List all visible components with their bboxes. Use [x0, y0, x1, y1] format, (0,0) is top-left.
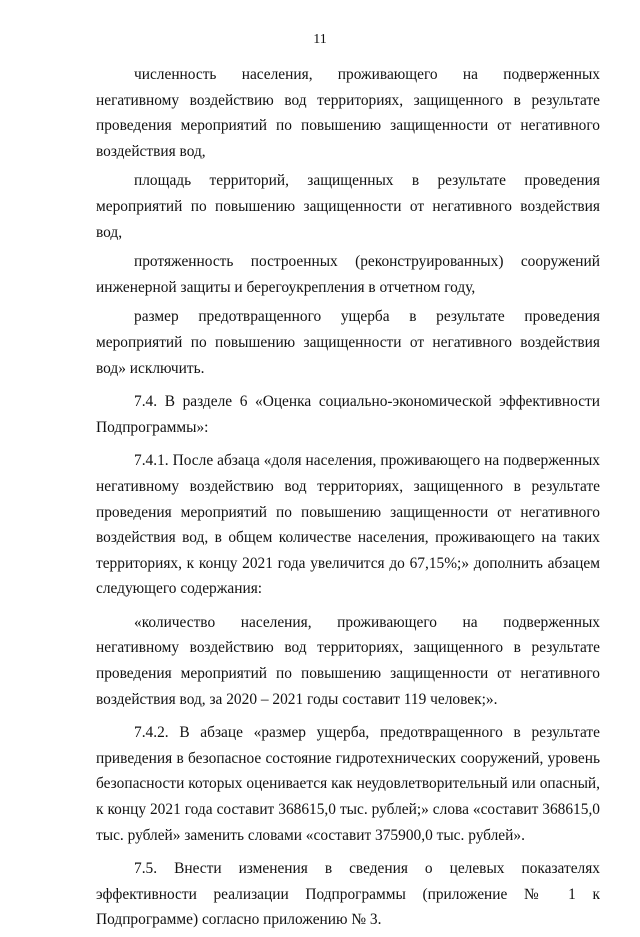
paragraph-quoted-population: «количество населения, проживающего на подверженных негативному воздействию вод территориях, защищенного в результате проведения мероприятий по повышению защищенности от негативного воздействия вод, за 2020 – 2021 годы составит 119 человек;». — [96, 613, 600, 708]
paragraph-7-5: 7.5. Внести изменения в сведения о целевых показателях эффективности реализации Подпрограммы (приложение № 1 к Подпрограмме) согласно приложению № 3. — [96, 860, 600, 929]
paragraph-area-protected: площадь территорий, защищенных в результате проведения мероприятий по повышению защищенности от негативного воздействия вод, — [96, 172, 600, 241]
paragraph-7-4-2: 7.4.2. В абзаце «размер ущерба, предотвращенного в результате приведения в безопасное состояние гидротехнических сооружений, уровень безопасности которых оценивается как неудовлетворительный или опасный, к концу 2021 года составит 368615,0 тыс. рублей;» слова «составит 368615,0 тыс. рублей» заменить словами «составит 375900,0 тыс. рублей». — [96, 724, 600, 844]
paragraph-7-4-1: 7.4.1. После абзаца «доля населения, проживающего на подверженных негативному воздействию вод территориях, защищенного в результате проведения мероприятий по повышению защищенности от негативного воздействия вод, в общем количестве населения, проживающего на таких территориях, к концу 2021 года увеличится до 67,15%;» дополнить абзацем следующего содержания: — [96, 452, 600, 598]
paragraph-population-protected: численность населения, проживающего на подверженных негативному воздействию вод территориях, защищенного в результате проведения мероприятий по повышению защищенности от негативного воздействия вод, — [96, 66, 600, 160]
paragraph-7-4: 7.4. В разделе 6 «Оценка социально-экономической эффективности Подпрограммы»: — [96, 393, 600, 436]
document-body — [96, 62, 600, 937]
paragraph-structures-length: протяженность построенных (реконструированных) сооружений инженерной защиты и берегоукрепления в отчетном году, — [96, 253, 600, 296]
page-number: 11 — [313, 32, 327, 47]
paragraph-prevented-damage: размер предотвращенного ущерба в результате проведения мероприятий по повышению защищенности от негативного воздействия вод» исключить. — [96, 308, 600, 377]
